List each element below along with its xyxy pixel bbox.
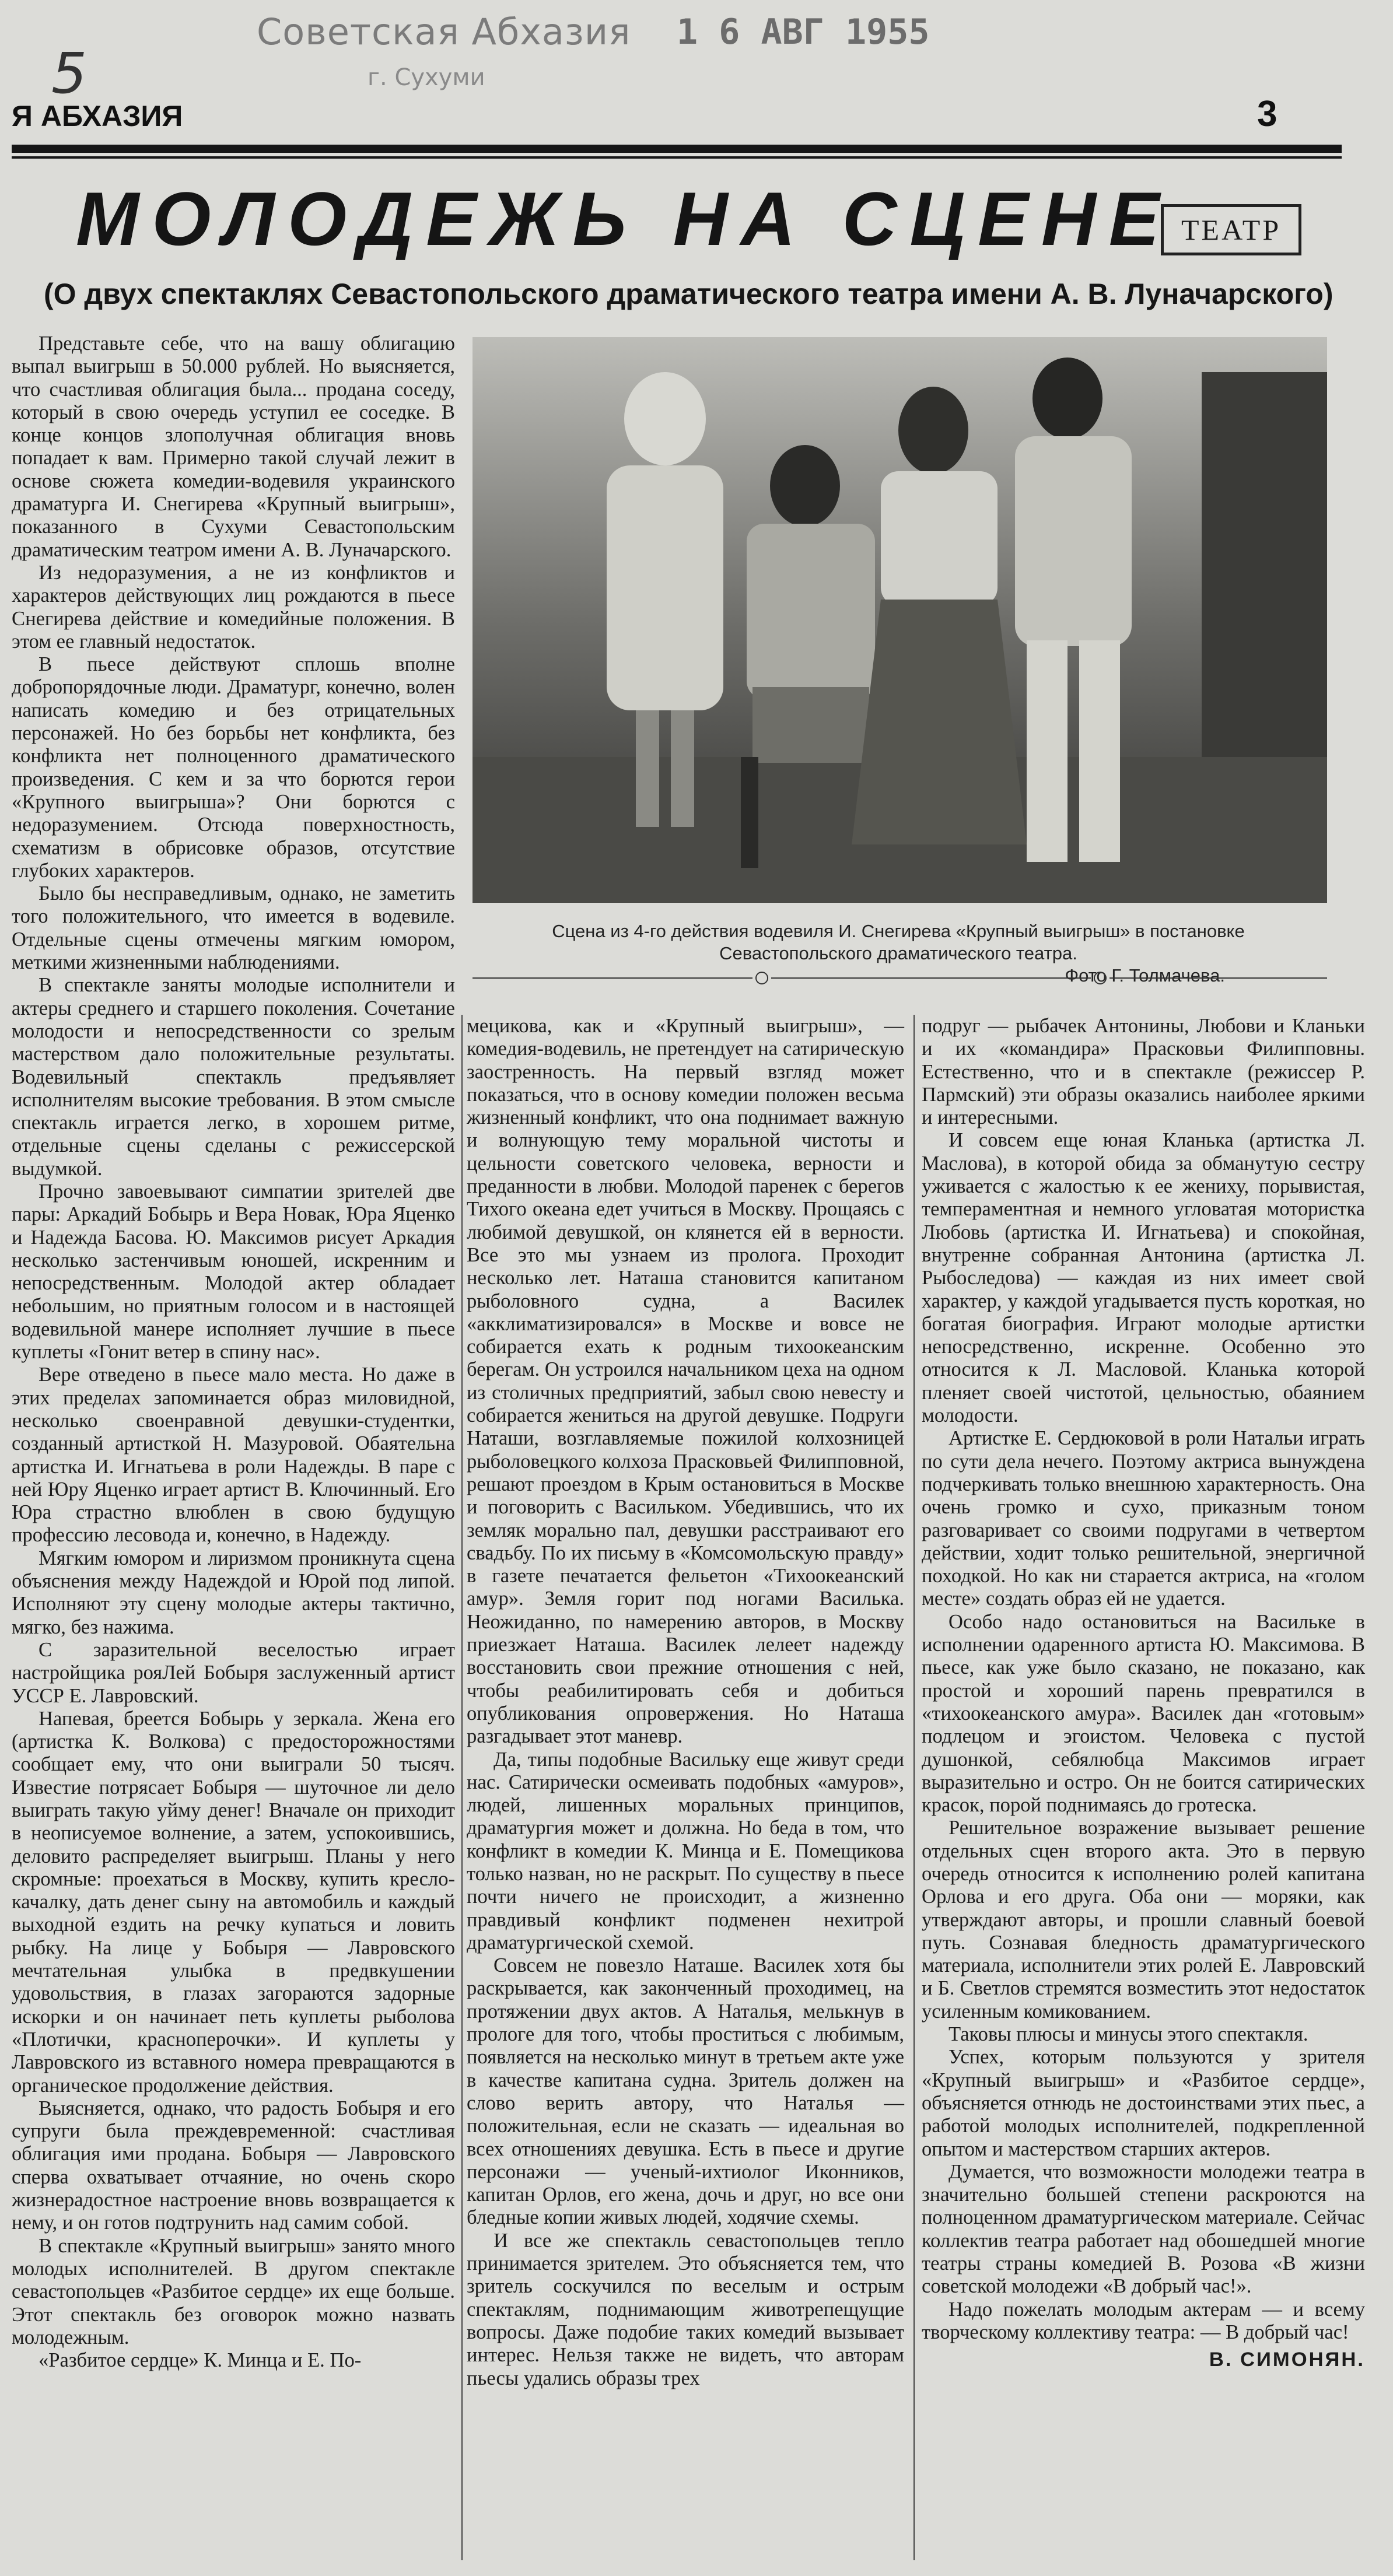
paragraph: Было бы несправедливым, однако, не заметить того положительного, что имеется в водевиле. Отдельные сцены отмечены мягким юмором, меткими жизненными наблюдениями. <box>12 882 455 974</box>
page-number: 3 <box>1257 94 1278 134</box>
paragraph: Прочно завоевывают симпатии зрителей две пары: Аркадий Бобырь и Вера Новак, Юра Яценко и Надежда Басова. Ю. Максимов рисует Аркадия несколько застенчивым юношей, искренним и непосредственным. Молодой актер обладает небольшим, но приятным голосом и в настоящей водевильной манере исполняет лучшие в пьесе куплеты «Гонит ветер в спину нас». <box>12 1180 455 1364</box>
author-signature: В. СИМОНЯН. <box>1209 2349 1365 2371</box>
photo-caption-text: Сцена из 4-го действия водевиля И. Снегирева «Крупный выигрыш» в постановке Севастопольского драматического театра. <box>552 921 1245 963</box>
article-subtitle: (О двух спектаклях Севастопольского драматического театра имени А. В. Луначарского) <box>44 278 1334 310</box>
paragraph: И совсем еще юная Кланька (артистка Л. Маслова), в которой обида за обманутую сестру уживается с жалостью к ее жениху, порывистая, темпераментная и немного угловатая мотористка Любовь (артистка И. Игнатьева) и спокойная, внутренне собранная Антонина (артистка Л. Рыбоследова) — каждая из них имеет свой характер, у каждой угадывается пусть короткая, но богатая биография. Играют молодые артистки непосредственно, искренне. Особенно это относится к Л. Масловой. Кланька которой пленяет своей чистотой, цельностью, обаянием молодости. <box>922 1129 1365 1427</box>
paragraph: Из недоразумения, а не из конфликтов и характеров действующих лиц рождаются в пьесе Снегирева действие и комедийные положения. В этом ее главный недостаток. <box>12 561 455 653</box>
section-ornament <box>473 971 1327 985</box>
paragraph: мецикова, как и «Крупный выигрыш», — комедия-водевиль, не претендует на сатирическую заостренность. На первый взгляд может показаться, что в основу комедии положен весьма жизненный конфликт, что она поднимает важную и волнующую тему моральной чистоты и цельности советского человека, верности и преданности в любви. Молодой паренек с берегов Тихого океана едет учиться в Москву. Прощаясь с любимой девушкой, он клянется ей в верности. Все это мы узнаем из пролога. Проходит несколько лет. Наташа становится капитаном рыболовного судна, а Василек «акклиматизировался» в Москве и вовсе не собирается ехать к родным тихоокеанским берегам. Он устроился начальником цеха на одном из столичных предприятий, забыл свою невесту и собирается жениться на другой девушке. Подруги Наташи, возглавляемые пожилой колхозницей рыболовецкого колхоза Прасковьей Филипповной, решают проездом в Крым остановиться в Москве и поговорить с Васильком. Убедившись, что их земляк морально пал, девушки расстраивают его свадьбу. По их письму в «Комсомольскую правду» в газете печатается фельетон «Тихоокеанский амур». Земля горит под ногами Василька. Неожиданно, по намерению авторов, в Москву приезжает Наташа. Василек лелеет надежду восстановить свои прежние отношения с ней, чтобы реабилитировать себя и добиться опубликования опровержения. Но Наташа разгадывает этот маневр. <box>467 1015 904 1748</box>
archive-stamp-city: г. Сухуми <box>368 64 485 91</box>
article-column-1 <box>12 332 455 2372</box>
article-column-3 <box>922 1015 1365 2372</box>
paragraph: Особо надо остановиться на Васильке в исполнении одаренного артиста Ю. Максимова. В пьесе, как уже было сказано, не показано, как простой и хороший парень превратился в «тихоокеанского амура». Василек дан «готовым» подлецом и эгоистом. Человека с пустой душонкой, себялюбца Максимов играет выразительно и остро. Он не боится сатирических красок, порой поднимаясь до гротеска. <box>922 1610 1365 1817</box>
paragraph: Выясняется, однако, что радость Бобыря и его супруги была преждевременной: счастливая облигация ими продана. Бобыря — Лавровского сперва охватывает отчаяние, но очень скоро жизнерадостное настроение вновь возвращается к нему, и он готов подтрунить над самим собой. <box>12 2097 455 2234</box>
paragraph: Напевая, бреется Бобырь у зеркала. Жена его (артистка К. Волкова) с предосторожностями сообщает ему, что они выиграли 50 тысяч. Известие потрясает Бобыря — шуточное ли дело выиграть такую уйму денег! Вначале он приходит в неописуемое волнение, а затем, успокоившись, деловито распределяет выигрыш. Планы у него скромные: проехаться в Москву, купить кресло-качалку, дать денег сыну на автомобиль и каждый выходной ездить на речку купаться и ловить рыбку. На лице у Бобыря — Лавровского мечтательная улыбка в предвкушении удовольствия, в глазах загораются задорные искорки и он начинает петь куплеты рыболова «Плотички, красноперочки». И куплеты у Лавровского из вставного номера превращаются в органическое продолжение действия. <box>12 1707 455 2097</box>
paragraph: Совсем не повезло Наташе. Василек хотя бы раскрывается, как законченный проходимец, на протяжении двух актов. А Наталья, мелькнув в прологе для того, чтобы проститься с любимым, появляется на несколько минут в третьем акте уже в качестве капитана судна. Зритель должен на слово верить автору, что Наталья — положительная, если не сказать — идеальная во всех отношениях девушка. Есть в пьесе и другие персонажи — ученый-ихтиолог Иконников, капитан Орлов, его жена, дочь и друг, но все они бледные копии живых людей, ходячие схемы. <box>467 1954 904 2229</box>
paragraph: «Разбитое сердце» К. Минца и Е. По- <box>38 2349 362 2372</box>
paragraph: С заразительной веселостью играет настройщика рояЛей Бобыря заслуженный артист УССР Е. Лавровский. <box>12 1638 455 1707</box>
article-headline: МОЛОДЕЖЬ НА СЦЕНЕ <box>76 176 1172 261</box>
header-rule-thin <box>12 156 1342 159</box>
paragraph: Артистке Е. Сердюковой в роли Натальи играть по сути дела нечего. Поэтому актриса вынуждена подчеркивать только внешнюю характерность. Она очень громко и сухо, приказным тоном разговаривает со своими подругами в четвертом действии, ходит только решительной, энергичной походкой. Но как ни старается актриса, на «голом месте» создать образ ей не удается. <box>922 1427 1365 1610</box>
stage-photo-illustration <box>473 337 1327 903</box>
header-rule <box>12 145 1342 153</box>
archive-stamp-date: 1 6 АВГ 1955 <box>677 12 930 52</box>
archive-stamp-newspaper: Советская Абхазия <box>257 10 631 53</box>
handwritten-page-mark: 5 <box>51 41 88 106</box>
paragraph: Успех, которым пользуются у зрителя «Крупный выигрыш» и «Разбитое сердце», объясняется отнюдь не достоинствами этих пьес, а работой молодых исполнителей, подкрепленной опытом и мастерством старших актеров. <box>922 2046 1365 2160</box>
article-column-2 <box>467 1015 904 2390</box>
paragraph: В пьесе действуют сплошь вполне добропорядочные люди. Драматург, конечно, волен написать комедию и без отрицательных персонажей. Но без борьбы нет конфликта, без конфликта нет полноценного драматического произведения. С кем и за что борются герои «Крупного выигрыша»? Они борются с недоразумением. Отсюда поверхностность, схематизм в обрисовке образов, отсутствие глубоких характеров. <box>12 653 455 882</box>
stage-photo <box>473 337 1327 903</box>
section-rubric: ТЕАТР <box>1161 204 1301 255</box>
photo-credit: Фото Г. Толмачева. <box>1065 965 1225 986</box>
paragraph: И все же спектакль севастопольцев тепло принимается зрителем. Это объясняется тем, что зритель соскучился по веселым и острым спектаклям, поднимающим животрепещущие вопросы. Даже подобие таких комедий вызывает интерес. Нельзя также не видеть, что авторам пьесы удались образы трех <box>467 2229 904 2389</box>
paragraph: Мягким юмором и лиризмом проникнута сцена объяснения между Надеждой и Юрой под липой. Исполняют эту сцену молодые актеры тактично, мягко, без нажима. <box>12 1547 455 1638</box>
newspaper-masthead: Я АБХАЗИЯ <box>12 100 183 132</box>
paragraph: подруг — рыбачек Антонины, Любови и Кланьки и их «командира» Прасковьи Филипповны. Естественно, что и в спектакле (режиссер Р. Пармский) эти образы оказались наиболее яркими и интересными. <box>922 1015 1365 1129</box>
column-divider <box>914 1015 915 2560</box>
paragraph: Решительное возражение вызывает решение отдельных сцен второго акта. Это в первую очередь относится к исполнению ролей капитана Орлова и его друга. Оба они — моряки, как утверждают авторы, и прошли славный боевой путь. Сознавая бледность драматургического материала, исполнители этих ролей Е. Лавровский и Б. Светлов стремятся возместить этот недостаток усиленным комикованием. <box>922 1817 1365 2023</box>
paragraph: В спектакле «Крупный выигрыш» занято много молодых исполнителей. В другом спектакле севастопольцев «Разбитое сердце» их еще больше. Этот спектакль без оговорок можно назвать молодежным. <box>12 2234 455 2349</box>
paragraph: Представьте себе, что на вашу облигацию выпал выигрыш в 50.000 рублей. Но выясняется, что счастливая облигация была... продана соседу, который в свою очередь уступил ее соседке. В конце концов злополучная облигация вновь попадает к вам. Примерно такой случай лежит в основе сюжета комедии-водевиля украинского драматурга И. Снегирева «Крупный выигрыш», показанного в Сухуми Севастопольским драматическим театром имени А. В. Луначарского. <box>12 332 455 561</box>
paragraph: Да, типы подобные Васильку еще живут среди нас. Сатирически осмеивать подобных «амуров», людей, лишенных моральных принципов, драматургия может и должна. Но беда в том, что конфликт в комедии К. Минца и Е. Помещикова только назван, но не раскрыт. По существу в пьесе почти ничего не происходит, а жизненно правдивый конфликт подменен нехитрой драматургической схемой. <box>467 1748 904 1954</box>
paragraph: Таковы плюсы и минусы этого спектакля. <box>949 2023 1308 2046</box>
paragraph: Думается, что возможности молодежи театра в значительно большей степени раскроются на полноценном драматургическом материале. Сейчас коллектив театра работает над обошедшей многие театры страны комедией В. Розова «В жизни советской молодежи «В добрый час!». <box>922 2160 1365 2298</box>
paragraph: Надо пожелать молодым актерам — и всему творческому коллективу театра: — В добрый час! <box>922 2298 1365 2343</box>
column-divider <box>461 1015 463 2560</box>
paragraph: В спектакле заняты молодые исполнители и актеры среднего и старшего поколения. Сочетание молодости и непосредственности со зрелым мастерством дало положительные результаты. Водевильный спектакль предъявляет исполнителям высокие требования. В этом смысле спектакль играется легко, в хорошем ритме, отдельные сцены сделаны с режиссерской выдумкой. <box>12 974 455 1180</box>
paragraph: Вере отведено в пьесе мало места. Но даже в этих пределах запоминается образ миловидной, несколько своенравной девушки-студентки, созданный артисткой Н. Мазуровой. Обаятельна артистка И. Игнатьева в роли Надежды. В паре с ней Юру Яценко играет артист В. Ключинный. Его Юра страстно влюблен в свою будущую профессию лесовода и, конечно, в Надежду. <box>12 1364 455 1547</box>
